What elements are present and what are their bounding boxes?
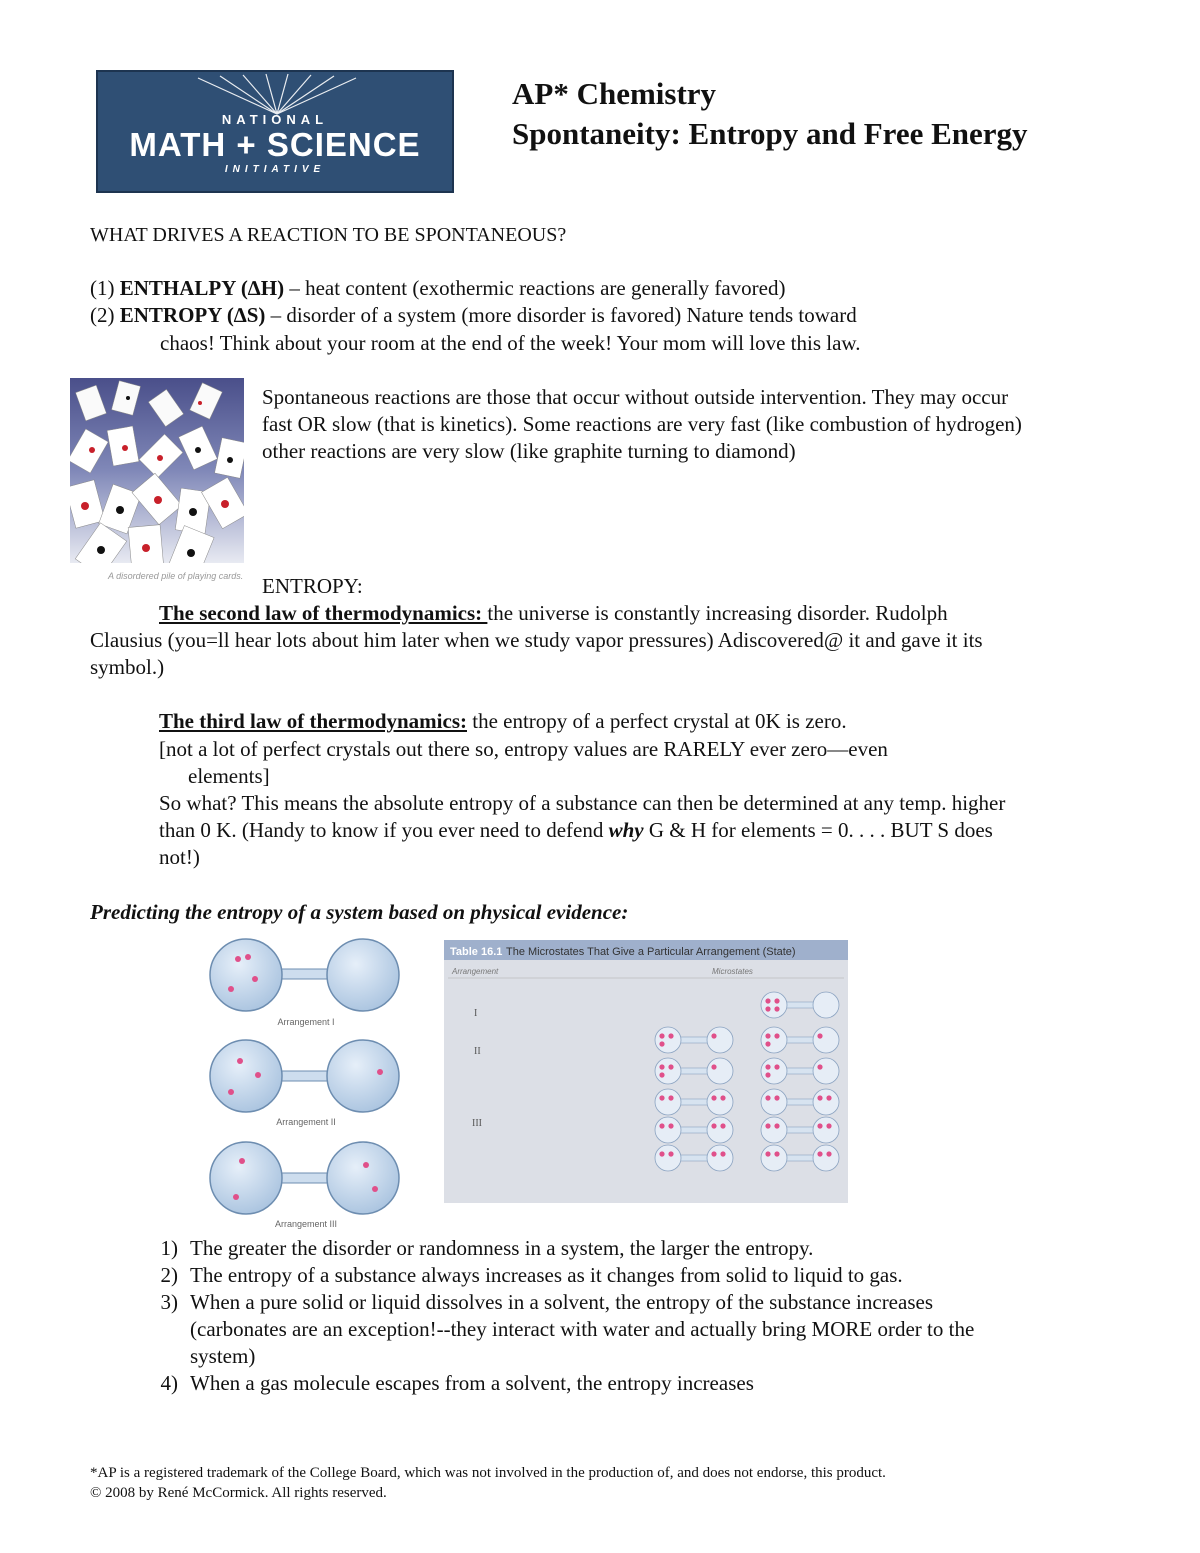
arrangements-figure (200, 935, 410, 1235)
mini-dumbbell (655, 1089, 733, 1115)
entropy-heading: ENTROPY: (262, 574, 363, 598)
arrangement-3-flasks (210, 1142, 399, 1214)
spontaneous-line-2: fast OR slow (that is kinetics). Some reactions are very fast (like combustion of hydrogen) (262, 412, 1022, 436)
enthalpy-line (90, 275, 786, 302)
second-law-label: The second law of thermodynamics: (159, 601, 488, 625)
playing-cards-photo (70, 378, 244, 563)
rule-text: The greater the disorder or randomness in a system, the larger the entropy. (190, 1236, 814, 1260)
mini-dumbbell (761, 1058, 839, 1084)
logo-line-math-science: MATH + SCIENCE (129, 126, 421, 163)
rule-line (148, 1289, 933, 1316)
mini-dumbbell (655, 1027, 733, 1053)
rule-line (148, 1370, 754, 1397)
rule-number: 1) (160, 1236, 178, 1260)
mini-dumbbell (761, 1027, 839, 1053)
entropy-line-continued: chaos! Think about your room at the end of the week! Your mom will love this law. (160, 331, 861, 355)
so-what-line-3: not!) (159, 845, 200, 869)
rule-number: 4) (160, 1371, 178, 1395)
mini-dumbbell (655, 1058, 733, 1084)
table-title-label: Table 16.1 (450, 946, 503, 958)
table-col-arrangement: Arrangement (452, 967, 499, 976)
trademark-note: *AP is a registered trademark of the College Board, which was not involved in the production of, and does not endorse, this product. (90, 1465, 886, 1481)
rule-text: When a gas molecule escapes from a solvent, the entropy increases (190, 1371, 754, 1395)
so-what-text-b: G & H for elements = 0. . . . BUT S does (643, 818, 993, 842)
arrangement-3-label: Arrangement III (274, 1219, 338, 1229)
so-what-line-1: So what? This means the absolute entropy of a substance can then be determined at any temp. higher (159, 791, 1006, 815)
spontaneous-line-1: Spontaneous reactions are those that occur without outside intervention. They may occur (262, 385, 1009, 409)
photo-caption: A disordered pile of playing cards. (108, 571, 244, 581)
enthalpy-term: ENTHALPY (∆H) (119, 276, 285, 300)
mini-dumbbell (761, 992, 839, 1018)
table-title: The Microstates That Give a Particular Arrangement (State) (506, 946, 796, 958)
arrangement-1-flasks (210, 939, 399, 1011)
second-law-line-3: symbol.) (90, 655, 165, 679)
rule-text: system) (190, 1344, 256, 1368)
arrangement-2-flasks (210, 1040, 399, 1112)
third-law-line-1 (159, 708, 847, 735)
item-number: (2) (90, 303, 120, 327)
arrangement-1-label: Arrangement I (277, 1017, 335, 1027)
rule-number: 2) (160, 1263, 178, 1287)
sunburst-graphic (98, 72, 456, 117)
third-law-line-3: elements] (188, 764, 270, 788)
mini-dumbbell (761, 1089, 839, 1115)
third-law-line-2: [not a lot of perfect crystals out there so, entropy values are RARELY ever zero—even (159, 737, 888, 761)
rule-text: (carbonates are an exception!--they interact with water and actually bring MORE order to the (190, 1317, 975, 1341)
spontaneous-line-3: other reactions are very slow (like graphite turning to diamond) (262, 439, 796, 463)
table-col-microstates: Microstates (712, 967, 753, 976)
table-row-2: II (474, 1046, 481, 1057)
rule-line (148, 1262, 903, 1289)
mini-dumbbells (655, 992, 839, 1171)
enthalpy-text: – heat content (exothermic reactions are generally favored) (284, 276, 786, 300)
so-what-line-2 (159, 817, 993, 844)
entropy-text: – disorder of a system (more disorder is favored) Nature tends toward (265, 303, 857, 327)
arrangement-2-label: Arrangement II (276, 1117, 336, 1127)
predicting-heading: Predicting the entropy of a system based on physical evidence: (90, 900, 629, 924)
second-law-line-1 (159, 600, 948, 627)
logo-line-national: NATIONAL (221, 112, 329, 127)
section-heading: WHAT DRIVES A REACTION TO BE SPONTANEOUS? (90, 224, 567, 246)
rule-text: When a pure solid or liquid dissolves in a solvent, the entropy of the substance increases (190, 1290, 933, 1314)
so-what-text-a: than 0 K. (Handy to know if you ever need to defend (159, 818, 609, 842)
course-title: AP* Chemistry (512, 76, 717, 111)
rule-line (148, 1343, 255, 1370)
copyright-note: © 2008 by René McCormick. All rights reserved. (90, 1485, 387, 1501)
logo-line-initiative: INITIATIVE (224, 164, 326, 175)
rule-number: 3) (160, 1290, 178, 1314)
mini-dumbbell (655, 1117, 733, 1143)
entropy-line (90, 302, 857, 329)
second-law-text: the universe is constantly increasing disorder. Rudolph (487, 601, 948, 625)
entropy-term: ENTROPY (∆S) (119, 303, 266, 327)
third-law-text: the entropy of a perfect crystal at 0K is zero. (467, 709, 847, 733)
microstates-table (444, 940, 848, 1203)
mini-dumbbell (761, 1145, 839, 1171)
rule-line (148, 1316, 974, 1343)
so-what-why: why (608, 818, 644, 842)
rule-line (148, 1235, 813, 1262)
table-row-1: I (474, 1008, 478, 1019)
mini-dumbbell (761, 1117, 839, 1143)
page-title: Spontaneity: Entropy and Free Energy (512, 116, 1028, 151)
table-row-3: III (472, 1118, 482, 1129)
item-number: (1) (90, 276, 120, 300)
third-law-label: The third law of thermodynamics: (159, 709, 467, 733)
rule-text: The entropy of a substance always increases as it changes from solid to liquid to gas. (190, 1263, 903, 1287)
mini-dumbbell (655, 1145, 733, 1171)
nmsi-logo (96, 70, 454, 193)
second-law-line-2: Clausius (you=ll hear lots about him later when we study vapor pressures) Adiscovered@ it and gave it its (90, 628, 983, 652)
